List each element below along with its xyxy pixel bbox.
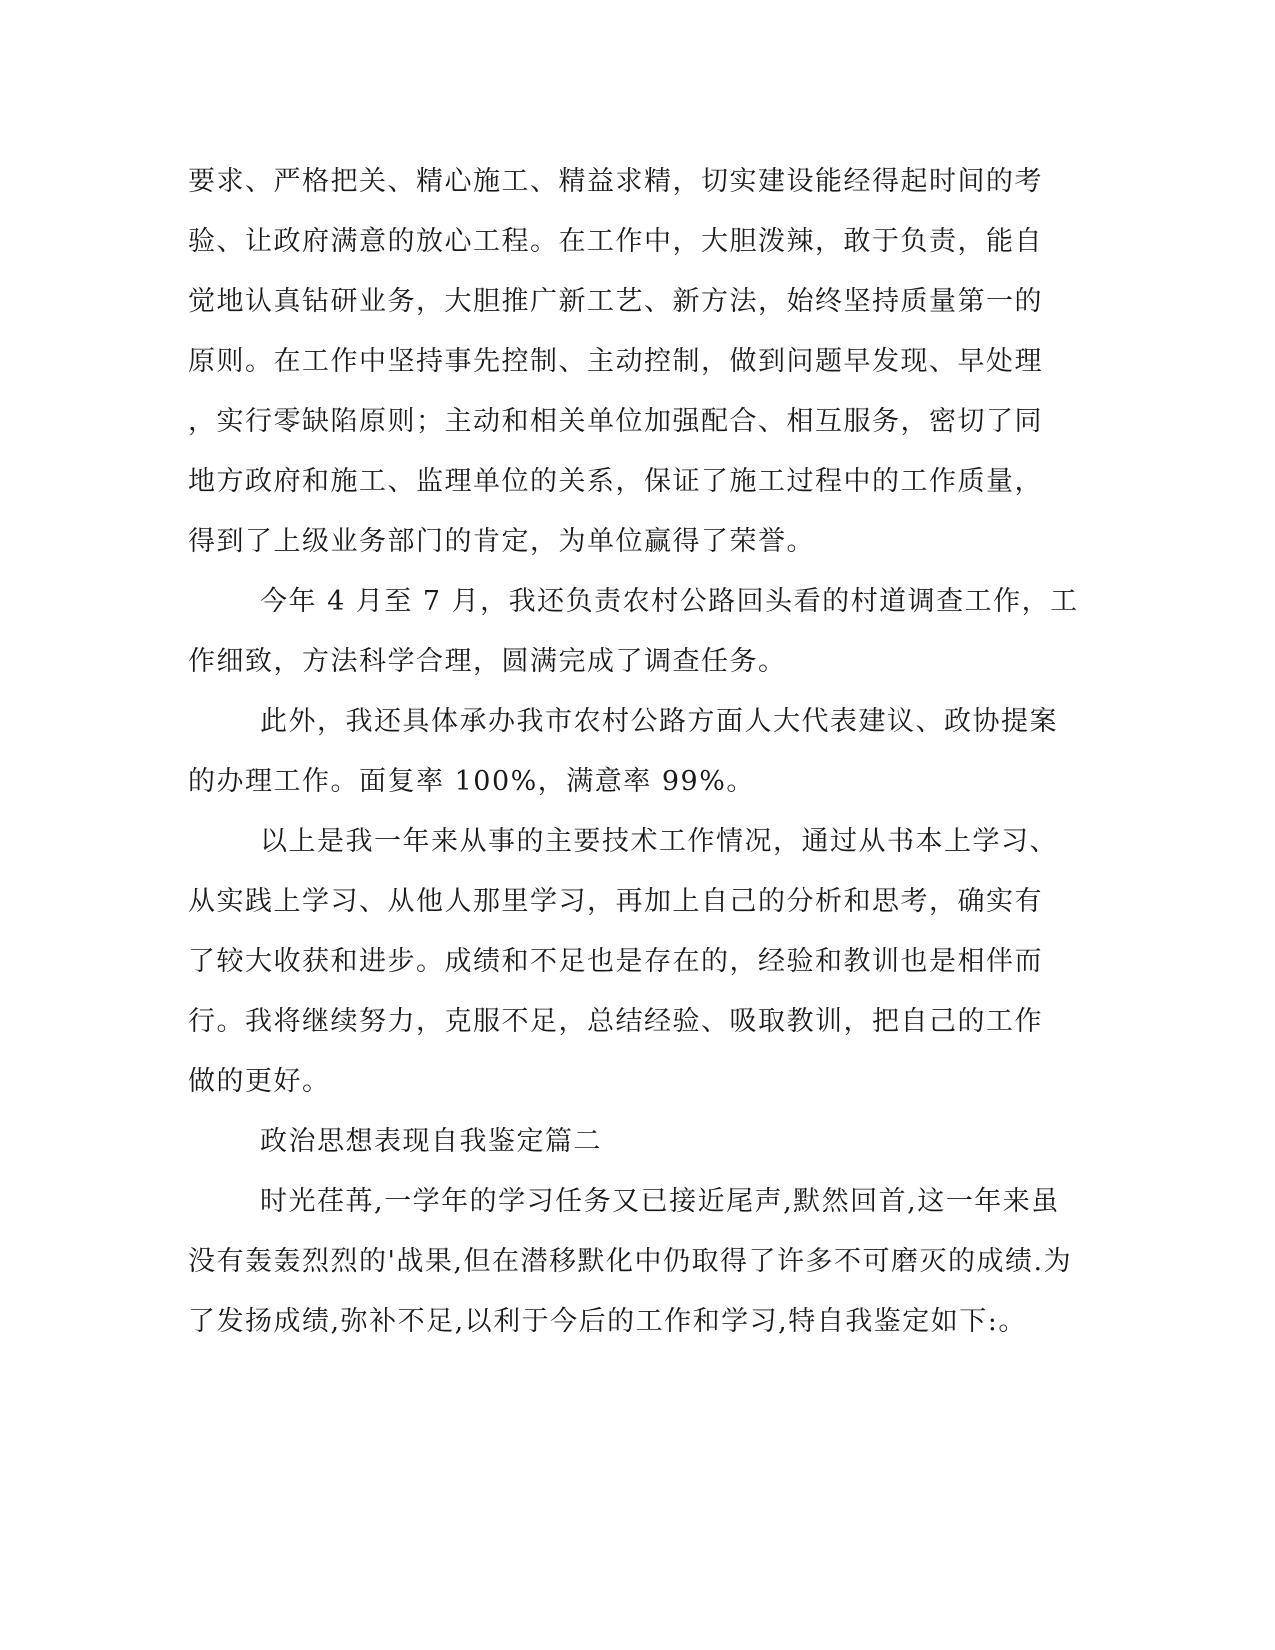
text-line: 地方政府和施工、监理单位的关系，保证了施工过程中的工作质量， <box>188 466 1043 497</box>
text-line: 得到了上级业务部门的肯定，为单位赢得了荣誉。 <box>188 526 815 557</box>
text-line: 原则。在工作中坚持事先控制、主动控制，做到问题早发现、早处理 <box>188 346 1043 377</box>
paragraph-start-line: 今年 4 月至 7 月，我还负责农村公路回头看的村道调查工作，工 <box>260 586 1079 617</box>
text-line: 从实践上学习、从他人那里学习，再加上自己的分析和思考，确实有 <box>188 886 1043 917</box>
paragraph-start-line: 此外，我还具体承办我市农村公路方面人大代表建议、政协提案 <box>260 706 1058 737</box>
text-line: 作细致，方法科学合理，圆满完成了调查任务。 <box>188 646 787 677</box>
section-heading: 政治思想表现自我鉴定篇二 <box>260 1126 602 1157</box>
text-line: 行。我将继续努力，克服不足，总结经验、吸取教训，把自己的工作 <box>188 1006 1043 1037</box>
document-body <box>188 152 1079 1352</box>
text-line: ，实行零缺陷原则；主动和相关单位加强配合、相互服务，密切了同 <box>188 406 1043 437</box>
text-line: 没有轰轰烈烈的'战果,但在潜移默化中仍取得了许多不可磨灭的成绩.为 <box>188 1246 1073 1277</box>
text-line: 验、让政府满意的放心工程。在工作中，大胆泼辣，敢于负责，能自 <box>188 226 1043 257</box>
text-line: 的办理工作。面复率 100%，满意率 99%。 <box>188 766 755 797</box>
text-line: 要求、严格把关、精心施工、精益求精，切实建设能经得起时间的考 <box>188 166 1043 197</box>
text-line: 了发扬成绩,弥补不足,以利于今后的工作和学习,特自我鉴定如下:。 <box>188 1306 1027 1337</box>
paragraph-start-line: 时光荏苒,一学年的学习任务又已接近尾声,默然回首,这一年来虽 <box>260 1186 1060 1217</box>
text-line: 觉地认真钻研业务，大胆推广新工艺、新方法，始终坚持质量第一的 <box>188 286 1043 317</box>
paragraph-start-line: 以上是我一年来从事的主要技术工作情况，通过从书本上学习、 <box>260 826 1058 857</box>
text-line: 做的更好。 <box>188 1066 331 1097</box>
text-line: 了较大收获和进步。成绩和不足也是存在的，经验和教训也是相伴而 <box>188 946 1043 977</box>
